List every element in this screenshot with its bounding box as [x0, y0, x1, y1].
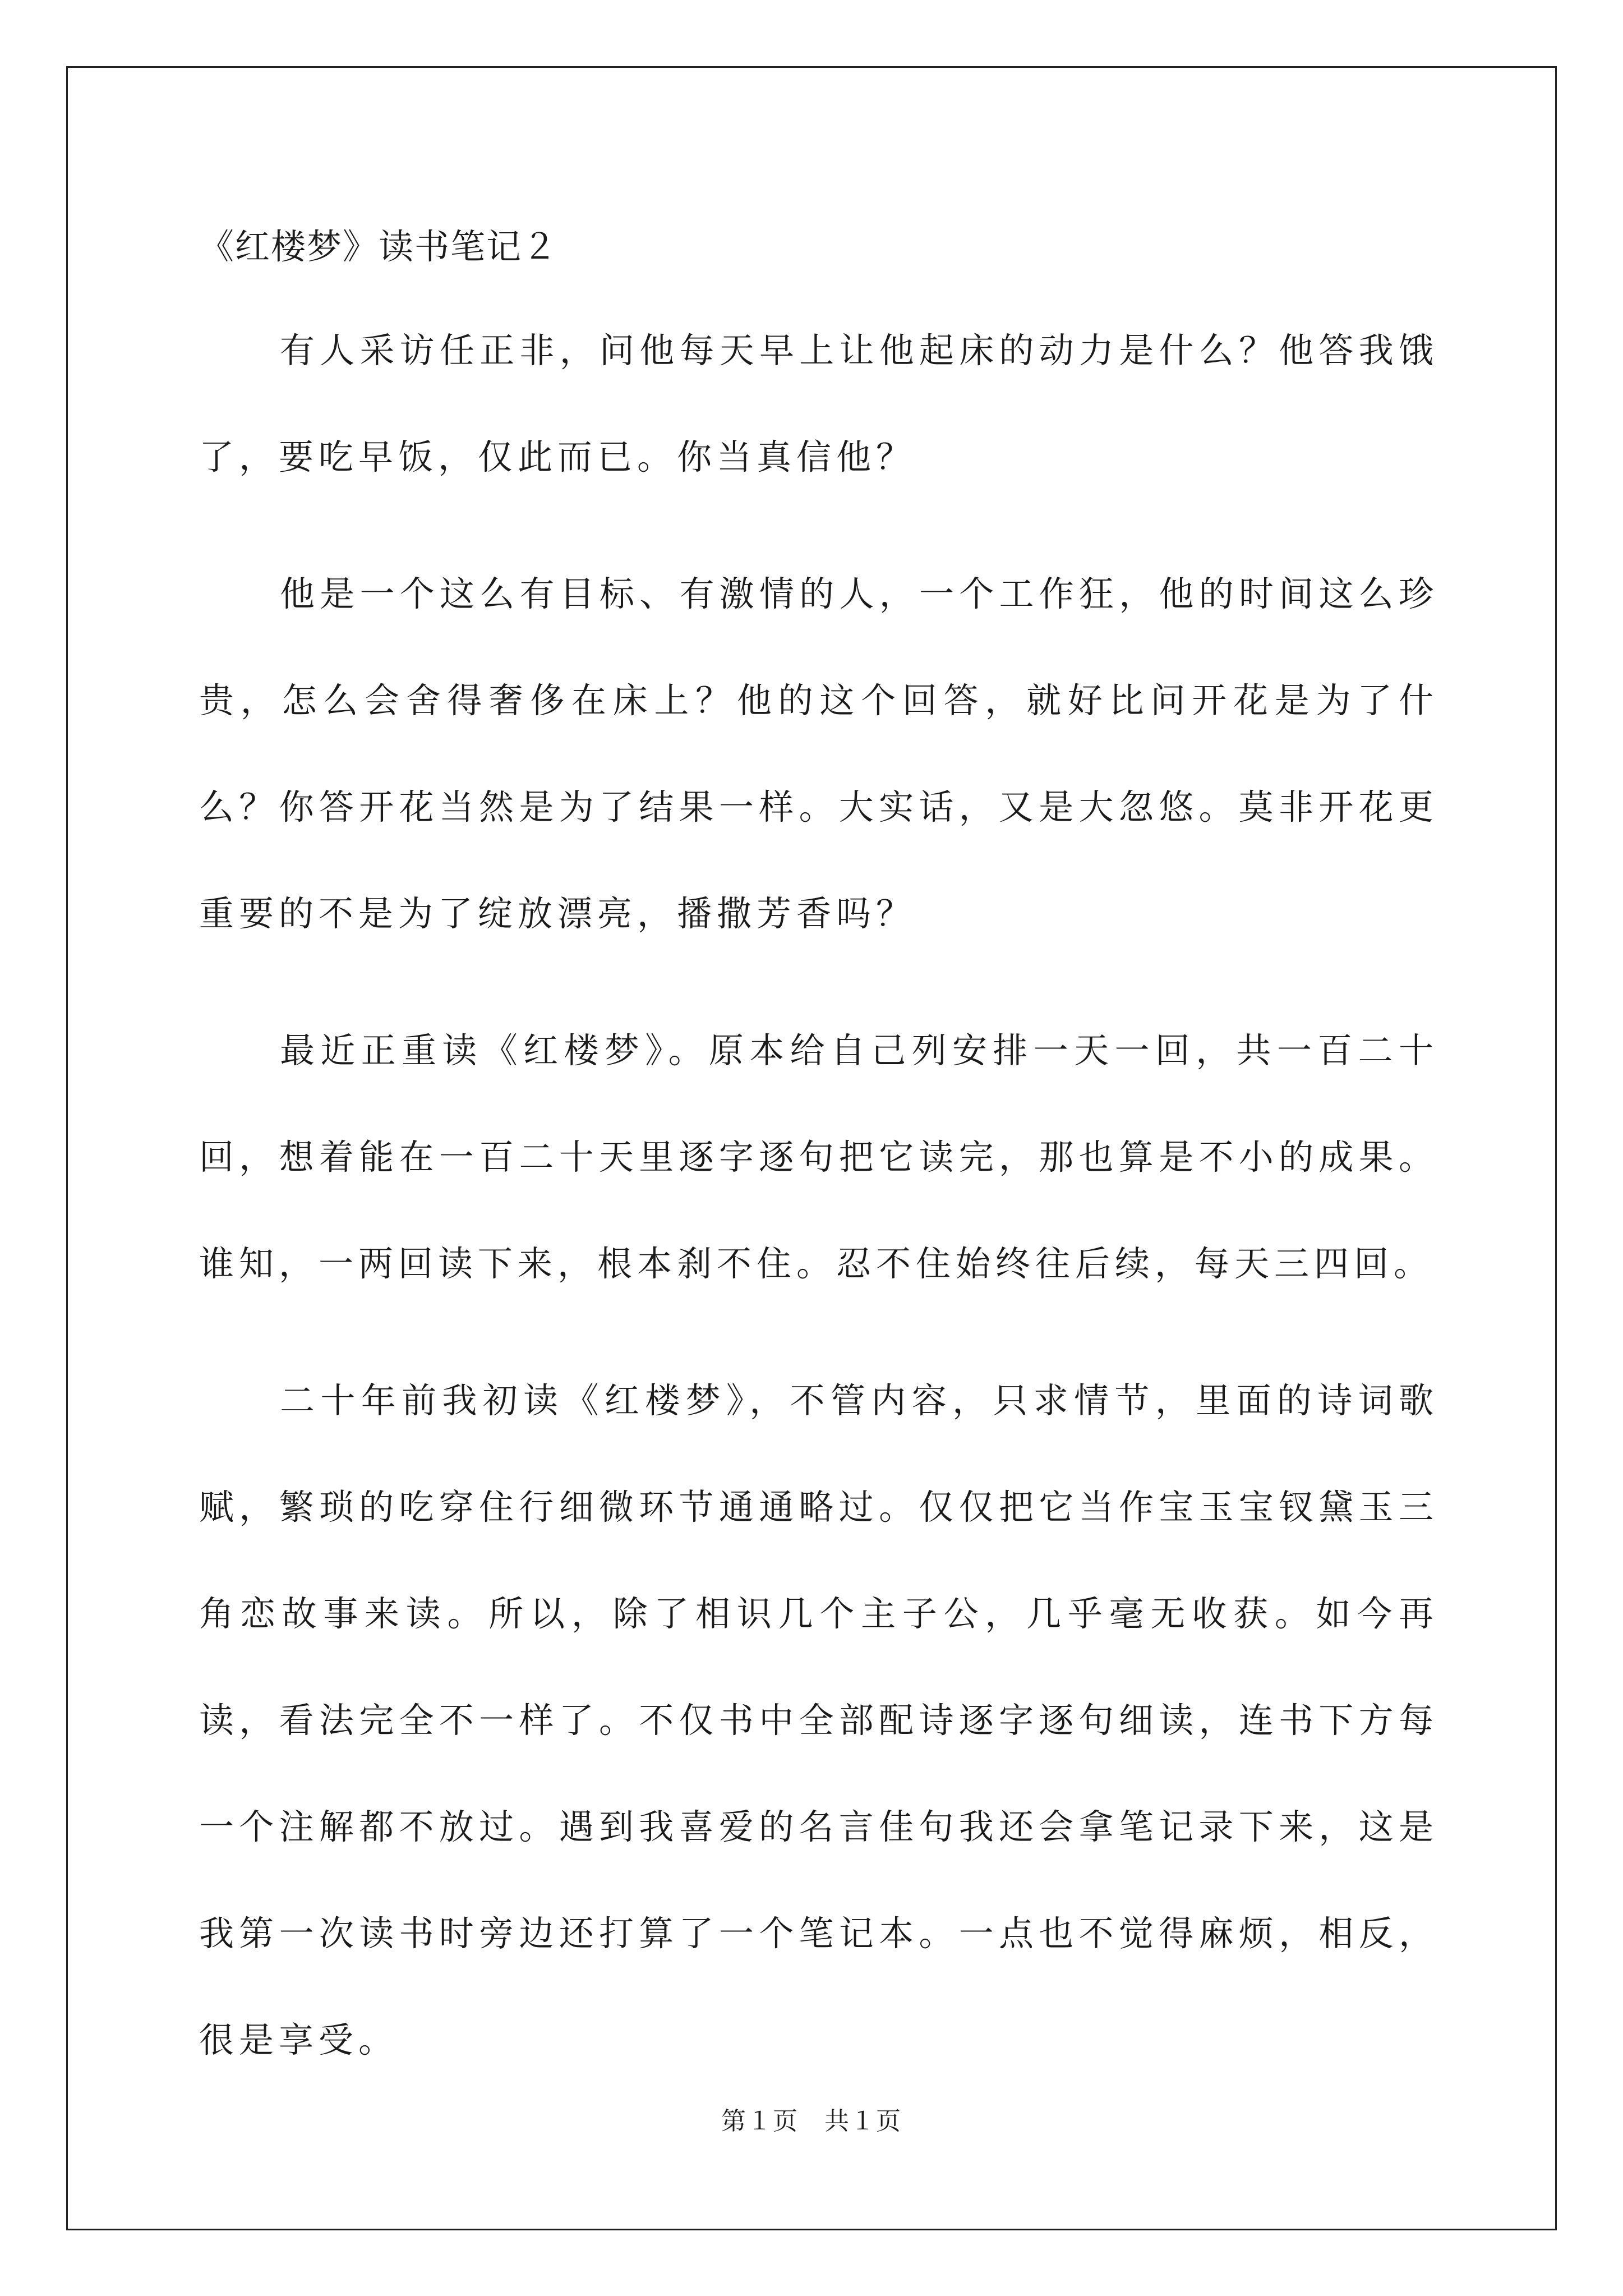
paragraph-2: 他是一个这么有目标、有激情的人，一个工作狂，他的时间这么珍贵，怎么会舍得奢侈在床上？他的这个回答，就好比问开花是为了什么？你答开花当然是为了结果一样。大实话，又是大忽悠。莫非开花更重要的不是为了绽放漂亮，播撒芳香吗？ [199, 573, 1438, 934]
paragraph-1: 有人采访任正非，问他每天早上让他起床的动力是什么？他答我饿了，要吃早饭，仅此而已。你当真信他？ [199, 330, 1438, 477]
paragraph-3: 最近正重读《红楼梦》。原本给自己列安排一天一回，共一百二十回，想着能在一百二十天里逐字逐句把它读完，那也算是不小的成果。谁知，一两回读下来，根本刹不住。忍不住始终往后续，每天三四回。 [199, 1030, 1438, 1284]
paragraph-4: 二十年前我初读《红楼梦》，不管内容，只求情节，里面的诗词歌赋，繁琐的吃穿住行细微环节通通略过。仅仅把它当作宝玉宝钗黛玉三角恋故事来读。所以，除了相识几个主子公，几乎毫无收获。如今再读，看法完全不一样了。不仅书中全部配诗逐字逐句细读，连书下方每一个注解都不放过。遇到我喜爱的名言佳句我还会拿笔记录下来，这是我第一次读书时旁边还打算了一个笔记本。一点也不觉得麻烦，相反，很是享受。 [199, 1380, 1438, 2060]
page-number-footer: 第１页 共１页 [721, 2107, 902, 2136]
document-body [199, 219, 1438, 2093]
document-title: 《红楼梦》读书笔记２ [199, 226, 559, 267]
